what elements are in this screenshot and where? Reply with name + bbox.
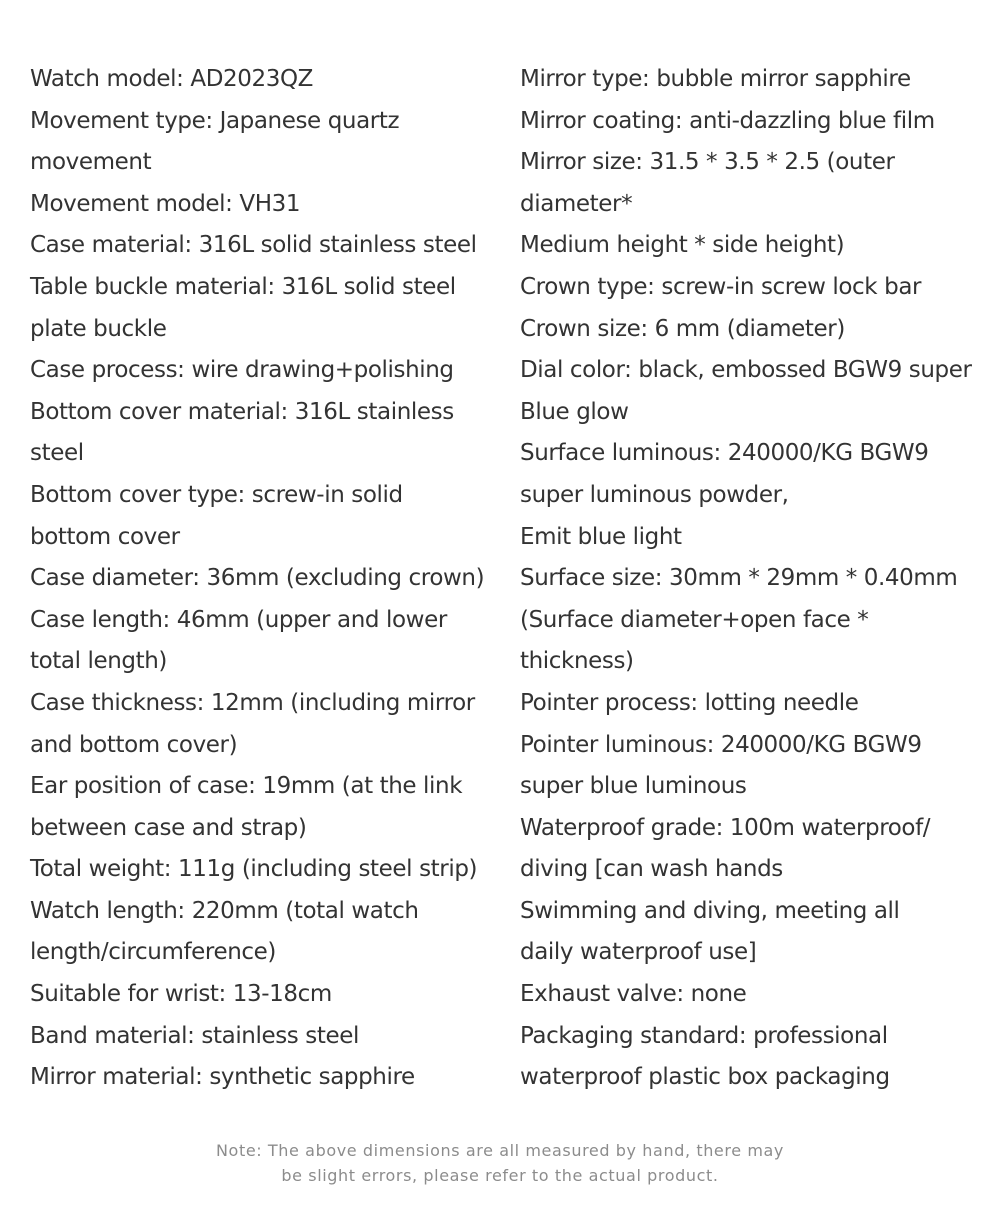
- spec-line: Emit blue light: [520, 523, 682, 550]
- spec-line: between case and strap): [30, 814, 307, 841]
- spec-line: diving [can wash hands: [520, 856, 783, 883]
- spec-line: Watch model: AD2023QZ: [30, 66, 314, 92]
- spec-line: Packaging standard: professional: [520, 1022, 888, 1049]
- specs-column-right: [520, 59, 980, 1099]
- spec-line: Case diameter: 36mm (excluding crown): [30, 565, 485, 592]
- spec-line: Case process: wire drawing+polishing: [30, 357, 454, 384]
- spec-line: (Surface diameter+open face *: [520, 606, 869, 633]
- spec-line: Surface size: 30mm * 29mm * 0.40mm: [520, 565, 958, 592]
- spec-line: super blue luminous: [520, 773, 747, 800]
- spec-line: Suitable for wrist: 13-18cm: [30, 981, 332, 1008]
- spec-line: Band material: stainless steel: [30, 1022, 359, 1049]
- spec-line: total length): [30, 648, 167, 675]
- spec-line: daily waterproof use]: [520, 939, 757, 966]
- spec-line: length/circumference): [30, 939, 276, 966]
- spec-line: Mirror coating: anti-dazzling blue film: [520, 107, 935, 134]
- spec-line: Table buckle material: 316L solid steel: [30, 273, 456, 300]
- spec-line: Mirror material: synthetic sapphire: [30, 1064, 415, 1091]
- spec-line: Surface luminous: 240000/KG BGW9: [520, 440, 929, 467]
- spec-line: Crown type: screw-in screw lock bar: [520, 273, 922, 300]
- spec-line: Mirror type: bubble mirror sapphire: [520, 66, 911, 92]
- spec-line: Dial color: black, embossed BGW9 super: [520, 357, 972, 384]
- spec-line: Crown size: 6 mm (diameter): [520, 315, 845, 342]
- spec-line: Bottom cover material: 316L stainless: [30, 398, 454, 425]
- spec-line: Mirror size: 31.5 * 3.5 * 2.5 (outer: [520, 149, 895, 176]
- spec-line: Case thickness: 12mm (including mirror: [30, 689, 475, 716]
- spec-line: Ear position of case: 19mm (at the link: [30, 773, 463, 800]
- spec-line: Pointer luminous: 240000/KG BGW9: [520, 731, 922, 758]
- spec-line: movement: [30, 149, 152, 176]
- spec-line: plate buckle: [30, 315, 167, 342]
- spec-line: Waterproof grade: 100m waterproof/: [520, 814, 931, 841]
- spec-line: and bottom cover): [30, 731, 238, 758]
- spec-line: Pointer process: lotting needle: [520, 689, 859, 716]
- spec-line: Watch length: 220mm (total watch: [30, 897, 419, 924]
- spec-line: Case material: 316L solid stainless steel: [30, 232, 477, 259]
- spec-line: Movement type: Japanese quartz: [30, 107, 400, 134]
- spec-line: waterproof plastic box packaging: [520, 1064, 890, 1091]
- note-line-1: Note: The above dimensions are all measured by hand, there may: [215, 1141, 784, 1160]
- note-line-2: be slight errors, please refer to the actual product.: [281, 1166, 719, 1185]
- spec-line: thickness): [520, 648, 634, 675]
- spec-line: Total weight: 111g (including steel strip): [30, 856, 478, 883]
- spec-line: steel: [30, 440, 84, 467]
- spec-line: Bottom cover type: screw-in solid: [30, 481, 403, 508]
- spec-line: Case length: 46mm (upper and lower: [30, 606, 447, 633]
- spec-line: Movement model: VH31: [30, 190, 301, 217]
- spec-line: bottom cover: [30, 523, 180, 550]
- spec-line: Blue glow: [520, 398, 629, 425]
- measurement-note: [150, 1138, 850, 1188]
- specs-column-left: [30, 59, 502, 1099]
- spec-line: super luminous powder,: [520, 481, 789, 508]
- spec-line: Exhaust valve: none: [520, 981, 747, 1008]
- spec-line: diameter*: [520, 190, 633, 217]
- spec-line: Swimming and diving, meeting all: [520, 897, 900, 924]
- spec-line: Medium height * side height): [520, 232, 845, 259]
